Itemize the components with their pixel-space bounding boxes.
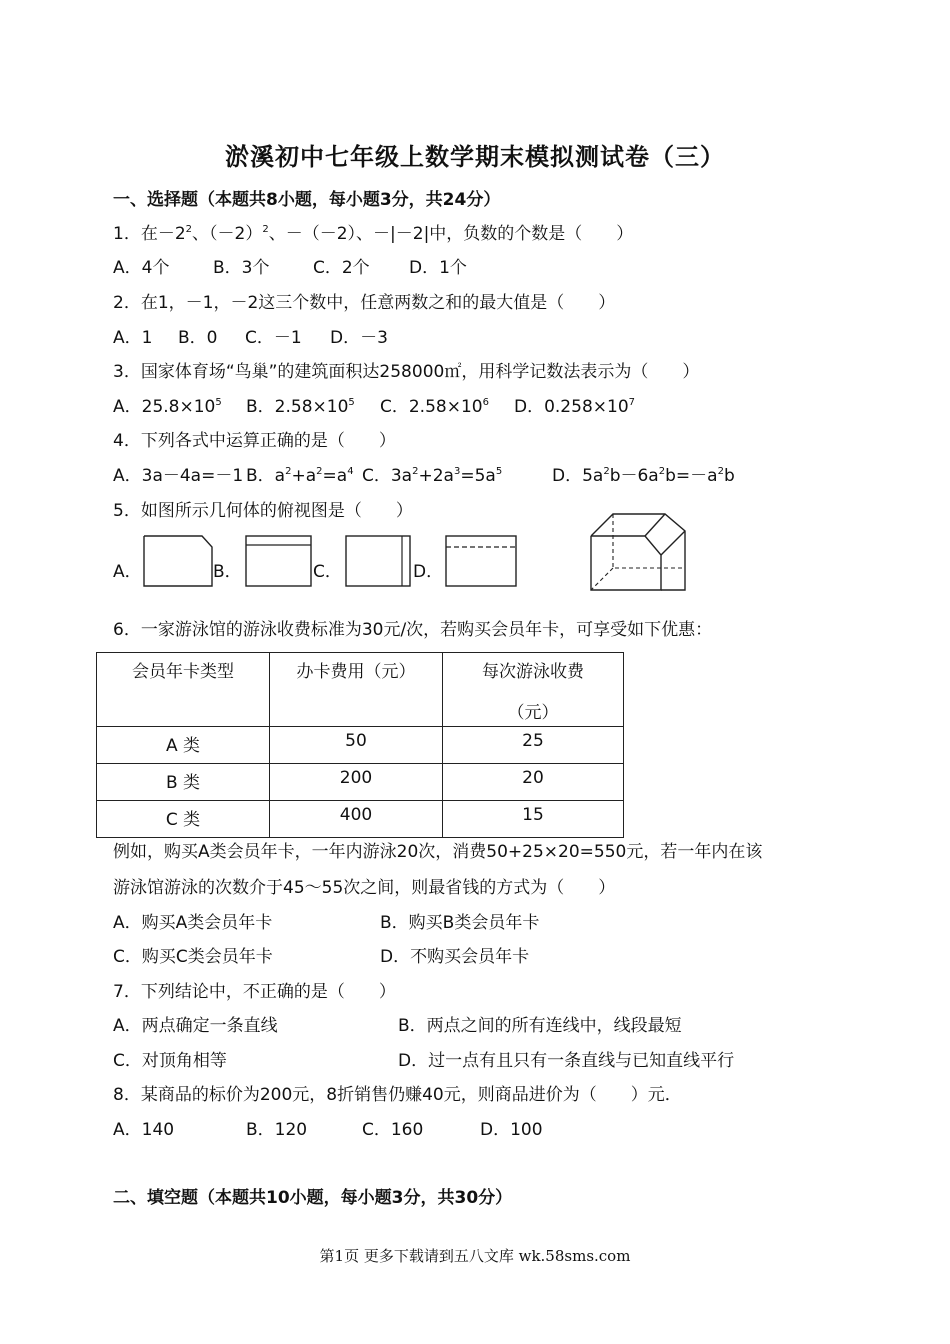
table-header-cell: 会员年卡类型 <box>97 653 270 727</box>
q2-option-c: C．－1 <box>245 328 302 348</box>
table-cell: B 类 <box>97 764 270 801</box>
q2-option-a: A．1 <box>113 328 153 348</box>
q1-option-a: A．4个 <box>113 258 170 278</box>
q3-stem: 3．国家体育场“鸟巢”的建筑面积达258000㎡，用科学记数法表示为（ ） <box>113 362 700 382</box>
table-row <box>97 764 624 801</box>
q7-stem: 7．下列结论中，不正确的是（ ） <box>113 982 396 1002</box>
q2-stem: 2．在1，－1，－2这三个数中，任意两数之和的最大值是（ ） <box>113 293 616 313</box>
q8-option-c: C．160 <box>362 1120 424 1140</box>
table-header-cell: 办卡费用（元） <box>270 653 443 727</box>
q7-option-a: A．两点确定一条直线 <box>113 1016 278 1036</box>
table-cell: 15 <box>443 801 624 838</box>
page-footer: 第1页 更多下载请到五八文库 wk.58sms.com <box>319 1247 631 1265</box>
table-cell: 50 <box>270 727 443 764</box>
q7-option-d: D．过一点有且只有一条直线与已知直线平行 <box>398 1051 735 1071</box>
page-title: 淤溪初中七年级上数学期末模拟测试卷（三） <box>225 143 725 171</box>
q5-figure-b <box>242 530 314 592</box>
q5-stem: 5．如图所示几何体的俯视图是（ ） <box>113 501 413 521</box>
q5-figure-d <box>442 530 520 592</box>
table-row <box>97 801 624 838</box>
table-header-cell: 每次游泳收费 （元） <box>443 653 624 727</box>
q3-option-a: A．$25.8\times 10^5$ <box>113 397 222 417</box>
q5-label-c: C． <box>313 562 342 582</box>
q4-stem: 4．下列各式中运算正确的是（ ） <box>113 431 396 451</box>
q6-option-d: D．不购买会员年卡 <box>380 947 530 967</box>
q4-option-a: A．3a－4a=－1 <box>113 466 244 486</box>
q1-option-b: B．3个 <box>213 258 270 278</box>
q6-option-b: B．购买B类会员年卡 <box>380 913 540 933</box>
q5-figure-a <box>140 530 220 592</box>
q7-option-c: C．对顶角相等 <box>113 1051 227 1071</box>
q7-option-b: B．两点之间的所有连线中，线段最短 <box>398 1016 682 1036</box>
table-cell: 20 <box>443 764 624 801</box>
q1-option-c: C．2个 <box>313 258 370 278</box>
q2-option-b: B．0 <box>178 328 218 348</box>
q6-option-a: A．购买A类会员年卡 <box>113 913 273 933</box>
q6-stem: 6．一家游泳馆的游泳收费标准为30元/次，若购买会员年卡，可享受如下优惠： <box>113 620 713 640</box>
q6-option-c: C．购买C类会员年卡 <box>113 947 273 967</box>
q6-question-text: 游泳馆游泳的次数介于45～55次之间，则最省钱的方式为（ ） <box>113 878 616 898</box>
q8-stem: 8．某商品的标价为200元，8折销售仍赚40元，则商品进价为（ ）元． <box>113 1085 682 1105</box>
table-header-row <box>97 653 624 727</box>
q1-option-d: D．1个 <box>409 258 467 278</box>
table-cell: A 类 <box>97 727 270 764</box>
table-cell: 400 <box>270 801 443 838</box>
q2-option-d: D．－3 <box>330 328 388 348</box>
q5-label-d: D． <box>413 562 444 582</box>
q3-option-c: C．$2.58\times 10^6$ <box>380 397 489 417</box>
q8-option-b: B．120 <box>246 1120 308 1140</box>
membership-fee-table <box>96 652 624 838</box>
q8-option-d: D．100 <box>480 1120 543 1140</box>
q8-option-a: A．140 <box>113 1120 175 1140</box>
table-cell: C 类 <box>97 801 270 838</box>
q4-option-d: D．$5a^2b-6a^2b=-a^2b$ <box>552 466 735 486</box>
q4-option-b: B．$a^2+a^2=a^4$ <box>246 466 354 486</box>
q5-figure-c <box>342 530 414 592</box>
section-2-heading: 二、填空题（本题共10小题，每小题3分，共30分） <box>113 1188 513 1208</box>
q3-option-b: B．$2.58\times 10^5$ <box>246 397 355 417</box>
q5-label-a: A． <box>113 562 142 582</box>
q5-label-b: B． <box>213 562 242 582</box>
table-row <box>97 727 624 764</box>
q1-stem: 1．在$-2^2$、$(-2)^2$、－（－2）、－|－2|中，负数的个数是（ ） <box>113 224 634 244</box>
q5-solid-figure <box>585 508 695 600</box>
table-cell: 200 <box>270 764 443 801</box>
q3-option-d: D．$0.258\times 10^7$ <box>514 397 636 417</box>
section-1-heading: 一、选择题（本题共8小题，每小题3分，共24分） <box>113 190 501 210</box>
table-cell: 25 <box>443 727 624 764</box>
q4-option-c: C．$3a^2+2a^3=5a^5$ <box>362 466 503 486</box>
q6-example-text: 例如，购买A类会员年卡，一年内游泳20次，消费50+25×20=550元，若一年内在该 <box>113 842 763 862</box>
